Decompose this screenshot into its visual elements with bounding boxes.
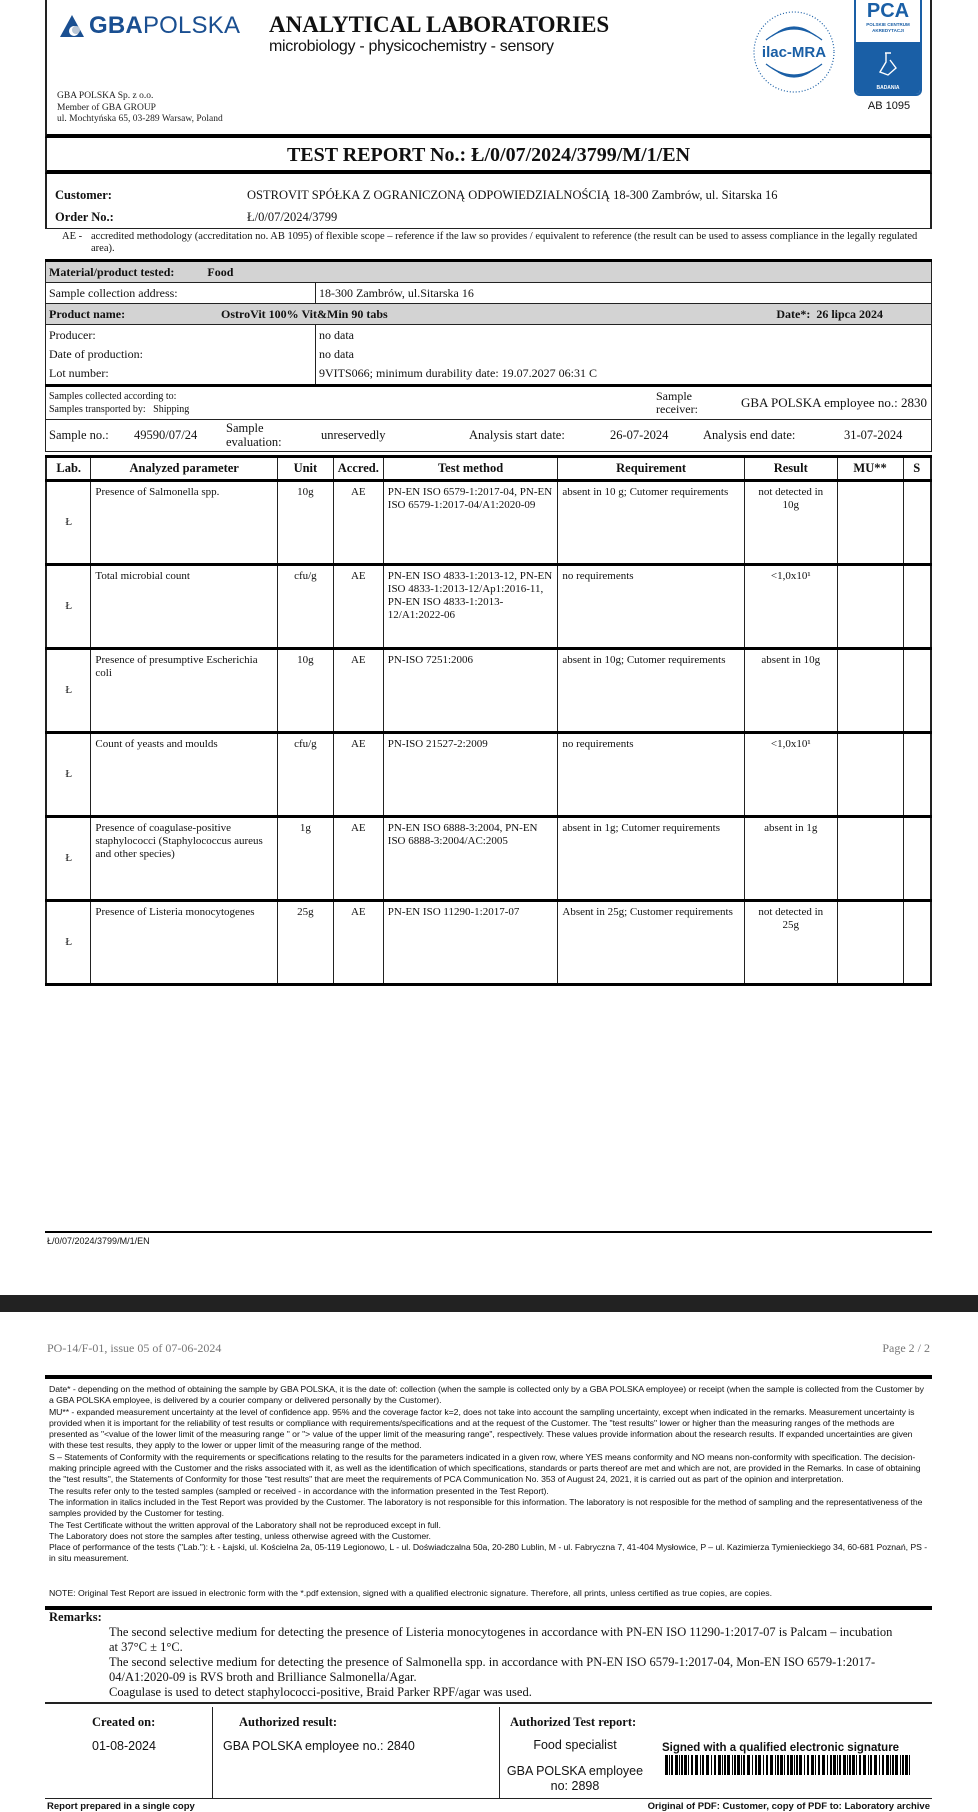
barcode-bar bbox=[882, 1755, 884, 1775]
lab-title: ANALYTICAL LABORATORIES bbox=[269, 12, 610, 37]
pca-accreditation-logo bbox=[854, 0, 922, 96]
remark-item: The second selective medium for detecting the presence of Listeria monocytogenes in accordance with PN-EN ISO 11290-1:2017-07 is Palcam – incubation at 37°C ± 1°C. bbox=[109, 1625, 893, 1654]
pca-line1: POLSKIE CENTRUM bbox=[866, 22, 910, 27]
material-value: Food bbox=[207, 264, 234, 279]
parameter-cell: Presence of Listeria monocytogenes bbox=[91, 901, 278, 985]
col-s: S bbox=[903, 457, 931, 481]
result-row bbox=[46, 481, 931, 565]
barcode-bar bbox=[818, 1755, 820, 1775]
barcode-bar bbox=[763, 1755, 764, 1775]
result-cell: absent in 10g bbox=[744, 649, 837, 733]
receiver-label: Sample receiver: bbox=[656, 389, 698, 416]
s-cell bbox=[903, 733, 931, 817]
requirement-cell: no requirements bbox=[558, 565, 744, 649]
ae-legend bbox=[62, 231, 932, 255]
barcode-bar bbox=[780, 1755, 783, 1775]
flask-icon bbox=[876, 50, 900, 78]
note-mu: MU** - expanded measurement uncertainty at the level of confidence app. 95% and the coverage factor k=2, does not take into account the sampling uncertainty, except when indicated in the remarks. Measurement uncertainty is provided when it is important for the reliability of test results or compliance with requirements/specifications and at the request of the Customer. The "test results" lower or higher than the measuring ranges of the methods are presented as "<value of the lower limit of the measuring range " or "> value of the upper limit of the measuring range", respectively. These values provide information about the research results. If expanded uncertainties are given with these test results, they apply to the lower or upper limit of the measuring range of the method. bbox=[49, 1406, 915, 1451]
result-cell: <1,0x10¹ bbox=[744, 565, 837, 649]
auth-result-label: Authorized result: bbox=[239, 1715, 338, 1729]
barcode-bar bbox=[695, 1755, 698, 1775]
barcode-bar bbox=[734, 1755, 736, 1775]
unit-cell: 10g bbox=[277, 649, 333, 733]
collected-according-label: Samples collected according to: bbox=[49, 391, 177, 402]
auth-result-value: GBA POLSKA employee no.: 2840 bbox=[223, 1739, 415, 1753]
order-value: Ł/0/07/2024/3799 bbox=[247, 210, 338, 224]
barcode-bar bbox=[702, 1755, 704, 1775]
pca-line2: AKREDYTACJI bbox=[872, 27, 904, 33]
page1-footer-line bbox=[45, 1231, 932, 1233]
barcode-bar bbox=[711, 1755, 712, 1775]
lab-cell: Ł bbox=[46, 733, 91, 817]
barcode-bar bbox=[799, 1755, 802, 1775]
mu-cell bbox=[837, 649, 903, 733]
method-cell: PN-ISO 21527-2:2009 bbox=[383, 733, 558, 817]
auth-report-role: Food specialist bbox=[533, 1738, 617, 1752]
note-reproduction: The Test Certificate without the written approval of the Laboratory shall not be reproduced except in full. bbox=[49, 1519, 441, 1530]
barcode-bar bbox=[741, 1755, 742, 1775]
note-electronic: NOTE: Original Test Report are issued in electronic form with the *.pdf extension, signed with a qualified electronic signature. Therefore, all prints, unless certified as true copies, are copies. bbox=[49, 1588, 773, 1598]
barcode-bar bbox=[675, 1755, 678, 1775]
unit-cell: cfu/g bbox=[277, 565, 333, 649]
customer-block bbox=[45, 174, 932, 229]
ae-key: AE - bbox=[62, 231, 83, 242]
result-row bbox=[46, 565, 931, 649]
date-label: Date*: bbox=[776, 306, 811, 321]
order-label: Order No.: bbox=[55, 210, 114, 224]
report-title: TEST REPORT No.: Ł/0/07/2024/3799/M/1/EN bbox=[45, 138, 932, 174]
product-value: OstroVit 100% Vit&Min 90 tabs bbox=[221, 306, 388, 321]
barcode-bar bbox=[758, 1755, 761, 1775]
barcode-bar bbox=[790, 1755, 793, 1775]
pca-logo-text: PCA bbox=[866, 0, 910, 22]
barcode-bar bbox=[811, 1755, 814, 1775]
signature-block bbox=[45, 1707, 932, 1799]
note-s: S – Statements of Conformity with the requirements or specifications relating to the results for the parameters indicated in a given row, where YES means conformity and NO means non-conformity with specification. The decision-making principle agreed with the Customer and the risks associated with it, as well as the identification of which specifications, standards or parts thereof are met and which are not, are provided in the Remarks. In case of obtaining the "test results", the Statements of Conformity for those "test results" that are meet the requirements of PCA Communication No. 353 of August 24, 2021, it is carried out as part of the opinion and interpretation. bbox=[49, 1451, 921, 1485]
product-label: Product name: bbox=[49, 306, 126, 321]
ilac-mra-logo-icon bbox=[752, 10, 836, 94]
page-number: Page 2 / 2 bbox=[882, 1341, 930, 1355]
barcode-bar bbox=[794, 1755, 795, 1775]
barcode-bar bbox=[775, 1755, 776, 1775]
note-date: Date* - depending on the method of obtaining the sample by GBA POLSKA, it is the date of: collection (when the sample is collected only by a GBA POLSKA employee) or receipt (when the sample is collected from the Customer by a GBA POLSKA employee, is delivered by a courier company or delivered personally by the Customer). bbox=[49, 1384, 924, 1406]
col-accred: Accred. bbox=[333, 457, 383, 481]
result-row bbox=[46, 817, 931, 901]
barcode-bar bbox=[724, 1755, 726, 1775]
lab-cell: Ł bbox=[46, 817, 91, 901]
lot-value: 9VITS066; minimum durability date: 19.07.2027 06:31 C bbox=[319, 366, 597, 380]
mu-cell bbox=[837, 733, 903, 817]
col-result: Result bbox=[744, 457, 837, 481]
col-parameter: Analyzed parameter bbox=[91, 457, 278, 481]
created-value: 01-08-2024 bbox=[92, 1739, 156, 1753]
barcode-bar bbox=[714, 1755, 716, 1775]
remarks-label: Remarks: bbox=[49, 1610, 102, 1624]
pca-badge-text: BADANIA bbox=[876, 85, 900, 91]
evaluation-value: unreservedly bbox=[321, 428, 386, 442]
method-cell: PN-EN ISO 11290-1:2017-07 bbox=[383, 901, 558, 985]
report-header bbox=[45, 0, 932, 138]
date-value: 26 lipca 2024 bbox=[816, 306, 883, 321]
lot-label: Lot number: bbox=[49, 366, 109, 380]
company-group: Member of GBA GROUP bbox=[57, 102, 156, 113]
col-mu: MU** bbox=[837, 457, 903, 481]
barcode-bar bbox=[863, 1755, 866, 1775]
explanatory-notes bbox=[49, 1384, 929, 1565]
remarks-section bbox=[45, 1610, 932, 1704]
barcode-bar bbox=[804, 1755, 805, 1775]
mu-cell bbox=[837, 565, 903, 649]
note-storage: The Laboratory does not store the samples after testing, unless otherwise agreed with the Customer. bbox=[49, 1530, 431, 1541]
s-cell bbox=[903, 649, 931, 733]
s-cell bbox=[903, 481, 931, 565]
result-cell: not detected in 25g bbox=[744, 901, 837, 985]
method-cell: PN-EN ISO 6579-1:2017-04, PN-EN ISO 6579-1:2017-04/A1:2020-09 bbox=[383, 481, 558, 565]
barcode-bar bbox=[886, 1755, 889, 1775]
barcode-bar bbox=[770, 1755, 773, 1775]
evaluation-label: Sample evaluation: bbox=[226, 421, 282, 449]
page2-header-line bbox=[45, 1375, 932, 1379]
barcode-bar bbox=[691, 1755, 693, 1775]
unit-cell: 10g bbox=[277, 481, 333, 565]
barcode-bar bbox=[722, 1755, 723, 1775]
production-date-value: no data bbox=[319, 347, 354, 361]
barcode-bar bbox=[874, 1755, 877, 1775]
lab-cell: Ł bbox=[46, 565, 91, 649]
barcode-bar bbox=[796, 1755, 798, 1775]
form-id: PO-14/F-01, issue 05 of 07-06-2024 bbox=[47, 1341, 222, 1355]
note-results: The results refer only to the tested samples (sampled or received - in accordance with the information presented in the Test Report). bbox=[49, 1485, 549, 1496]
lab-cell: Ł bbox=[46, 481, 91, 565]
barcode-bar bbox=[732, 1755, 733, 1775]
page1-footer-ref: Ł/0/07/2024/3799/M/1/EN bbox=[47, 1236, 150, 1246]
barcode-bar bbox=[852, 1755, 855, 1775]
method-cell: PN-ISO 7251:2006 bbox=[383, 649, 558, 733]
barcode-bar bbox=[727, 1755, 730, 1775]
barcode-bar bbox=[868, 1755, 869, 1775]
parameter-cell: Presence of Salmonella spp. bbox=[91, 481, 278, 565]
barcode-bar bbox=[784, 1755, 785, 1775]
s-cell bbox=[903, 565, 931, 649]
accred-cell: AE bbox=[333, 733, 383, 817]
created-label: Created on: bbox=[92, 1715, 156, 1729]
unit-cell: cfu/g bbox=[277, 733, 333, 817]
requirement-cell: absent in 1g; Cutomer requirements bbox=[558, 817, 744, 901]
barcode-bar bbox=[890, 1755, 891, 1775]
method-cell: PN-EN ISO 6888-3:2004, PN-EN ISO 6888-3:2004/AC:2005 bbox=[383, 817, 558, 901]
lab-cell: Ł bbox=[46, 649, 91, 733]
e-signature-text: Signed with a qualified electronic signature bbox=[662, 1742, 900, 1754]
barcode-bar bbox=[815, 1755, 816, 1775]
barcode-bar bbox=[833, 1755, 836, 1775]
accred-cell: AE bbox=[333, 649, 383, 733]
requirement-cell: absent in 10 g; Cutomer requirements bbox=[558, 481, 744, 565]
s-cell bbox=[903, 901, 931, 985]
barcode-bar bbox=[909, 1755, 910, 1775]
gba-triangle-icon bbox=[59, 14, 85, 38]
mu-cell bbox=[837, 481, 903, 565]
barcode-bar bbox=[849, 1755, 851, 1775]
page-separator bbox=[0, 1295, 978, 1312]
report-page-2 bbox=[0, 1312, 978, 1812]
accred-cell: AE bbox=[333, 565, 383, 649]
collection-address-value: 18-300 Zambrów, ul.Sitarska 16 bbox=[316, 283, 932, 304]
material-label: Material/product tested: bbox=[49, 264, 175, 279]
company-street: ul. Mochtyńska 65, 03-289 Warsaw, Poland bbox=[57, 114, 223, 124]
method-cell: PN-EN ISO 4833-1:2013-12, PN-EN ISO 4833-1:2013-12/Ap1:2016-11, PN-EN ISO 4833-1:2013-12/A1:2022-06 bbox=[383, 565, 558, 649]
col-unit: Unit bbox=[277, 457, 333, 481]
barcode-bar bbox=[671, 1755, 673, 1775]
accred-cell: AE bbox=[333, 901, 383, 985]
production-date-label: Date of production: bbox=[49, 347, 143, 361]
parameter-cell: Total microbial count bbox=[91, 565, 278, 649]
barcode-bar bbox=[752, 1755, 753, 1775]
result-row bbox=[46, 733, 931, 817]
barcode-bar bbox=[830, 1755, 832, 1775]
barcode-bar bbox=[879, 1755, 880, 1775]
analysis-end-value: 31-07-2024 bbox=[844, 428, 903, 442]
single-copy-note: Report prepared in a single copy bbox=[47, 1801, 195, 1812]
barcode-bar bbox=[684, 1755, 687, 1775]
col-requirement: Requirement bbox=[558, 457, 744, 481]
requirement-cell: absent in 10g; Cutomer requirements bbox=[558, 649, 744, 733]
logo-light-text: POLSKA bbox=[142, 12, 241, 39]
barcode-bar bbox=[681, 1755, 683, 1775]
result-row bbox=[46, 901, 931, 985]
barcode-bar bbox=[847, 1755, 848, 1775]
receiver-value: GBA POLSKA employee no.: 2830 bbox=[741, 395, 927, 410]
requirement-cell: Absent in 25g; Customer requirements bbox=[558, 901, 744, 985]
sample-info-table bbox=[45, 259, 932, 452]
barcode-bar bbox=[665, 1755, 668, 1775]
pdf-distribution-note: Original of PDF: Customer, copy of PDF to: Laboratory archive bbox=[647, 1801, 930, 1812]
barcode-bar bbox=[718, 1755, 721, 1775]
barcode-bar bbox=[843, 1755, 846, 1775]
barcode-bar bbox=[766, 1755, 768, 1775]
parameter-cell: Presence of presumptive Escherichia coli bbox=[91, 649, 278, 733]
result-cell: absent in 1g bbox=[744, 817, 837, 901]
barcode-bar bbox=[870, 1755, 872, 1775]
barcode-bar bbox=[700, 1755, 701, 1775]
s-cell bbox=[903, 817, 931, 901]
results-table bbox=[45, 455, 932, 986]
unit-cell: 25g bbox=[277, 901, 333, 985]
note-italics: The information in italics included in the Test Report was provided by the Customer. The laboratory is not responsible for this information. The laboratory is not resposible for the method of sampling and the representativeness of the samples provided by the Customer for testing. bbox=[49, 1496, 923, 1519]
barcode-bar bbox=[859, 1755, 861, 1775]
barcode-bar bbox=[902, 1755, 904, 1775]
barcode-bar bbox=[895, 1755, 898, 1775]
remark-item: Coagulase is used to detect staphylococci-positive, Braid Parker RPF/agar was used. bbox=[109, 1685, 532, 1699]
company-name: GBA POLSKA Sp. z o.o. bbox=[57, 91, 154, 101]
sample-no-label: Sample no.: bbox=[49, 428, 109, 442]
barcode-bar bbox=[777, 1755, 779, 1775]
requirement-cell: no requirements bbox=[558, 733, 744, 817]
collection-address-label: Sample collection address: bbox=[46, 283, 316, 304]
barcode-bar bbox=[827, 1755, 828, 1775]
result-row bbox=[46, 649, 931, 733]
accred-cell: AE bbox=[333, 817, 383, 901]
analysis-start-label: Analysis start date: bbox=[469, 428, 565, 442]
lab-cell: Ł bbox=[46, 901, 91, 985]
gba-polska-logo bbox=[59, 12, 240, 40]
accreditation-number: AB 1095 bbox=[867, 100, 911, 112]
accred-cell: AE bbox=[333, 481, 383, 565]
parameter-cell: Count of yeasts and moulds bbox=[91, 733, 278, 817]
logo-bold-text: GBA bbox=[89, 12, 143, 39]
barcode-bar bbox=[669, 1755, 670, 1775]
barcode-bar bbox=[905, 1755, 908, 1775]
results-header-row bbox=[46, 457, 931, 481]
barcode-bar bbox=[856, 1755, 857, 1775]
barcode-bar bbox=[900, 1755, 901, 1775]
customer-value: OSTROVIT SPÓŁKA Z OGRANICZONĄ ODPOWIEDZIALNOŚCIĄ 18-300 Zambrów, ul. Sitarska 16 bbox=[247, 188, 778, 202]
col-method: Test method bbox=[383, 457, 558, 481]
result-cell: <1,0x10¹ bbox=[744, 733, 837, 817]
analysis-end-label: Analysis end date: bbox=[703, 428, 796, 442]
barcode-bar bbox=[688, 1755, 689, 1775]
barcode-bar bbox=[839, 1755, 841, 1775]
company-address bbox=[57, 91, 223, 126]
barcode-bar bbox=[837, 1755, 838, 1775]
barcode-bar bbox=[737, 1755, 740, 1775]
ilac-label: ilac-MRA bbox=[761, 44, 827, 61]
mu-cell bbox=[837, 901, 903, 985]
transported-label: Samples transported by: bbox=[49, 404, 146, 415]
producer-label: Producer: bbox=[49, 328, 96, 342]
unit-cell: 1g bbox=[277, 817, 333, 901]
barcode-bar bbox=[892, 1755, 894, 1775]
barcode-bar bbox=[679, 1755, 680, 1775]
note-places: Place of performance of the tests ("Lab."): Ł - Łajski, ul. Kościelna 2a, 05-119 Legionowo, L - ul. Doświadczalna 50a, 20-280 Lublin, M - ul. Fabryczna 7, 41-404 Mysłowice, P – ul. Kazimierza Tymienieckiego 34, 60-681 Poznań, PS - in situ measurement. bbox=[49, 1542, 928, 1564]
barcode-bar bbox=[706, 1755, 709, 1775]
producer-value: no data bbox=[319, 328, 354, 342]
ae-text: accredited methodology (accreditation no. AB 1095) of flexible scope – reference if the law so provides / equivalent to reference (the result can be used to assess compliance in the legally regulated area). bbox=[91, 231, 918, 254]
sample-no-value: 49590/07/24 bbox=[134, 428, 198, 442]
remark-item: The second selective medium for detecting the presence of Salmonella spp. in accordance with PN-EN ISO 6579-1:2017-04, Mon-EN ISO 6579-1:2017-04/A1:2020-09 is RVS broth and Brilliance Salmonella/Agar. bbox=[109, 1655, 876, 1684]
analysis-start-value: 26-07-2024 bbox=[610, 428, 669, 442]
barcode-bar bbox=[822, 1755, 825, 1775]
auth-report-employee: GBA POLSKA employee no: 2898 bbox=[506, 1764, 644, 1793]
col-lab: Lab. bbox=[46, 457, 91, 481]
barcode-bar bbox=[743, 1755, 745, 1775]
barcode-bar bbox=[747, 1755, 750, 1775]
mu-cell bbox=[837, 817, 903, 901]
lab-subtitle: microbiology - physicochemistry - sensory bbox=[269, 38, 554, 55]
barcode-bar bbox=[807, 1755, 809, 1775]
customer-label: Customer: bbox=[55, 188, 112, 202]
transported-value: Shipping bbox=[153, 404, 190, 415]
barcode-bar bbox=[755, 1755, 757, 1775]
barcode-icon bbox=[665, 1755, 911, 1775]
auth-report-label: Authorized Test report: bbox=[510, 1715, 637, 1729]
parameter-cell: Presence of coagulase-positive staphylococci (Staphylococcus aureus and other species) bbox=[91, 817, 278, 901]
barcode-bar bbox=[787, 1755, 789, 1775]
result-cell: not detected in 10g bbox=[744, 481, 837, 565]
